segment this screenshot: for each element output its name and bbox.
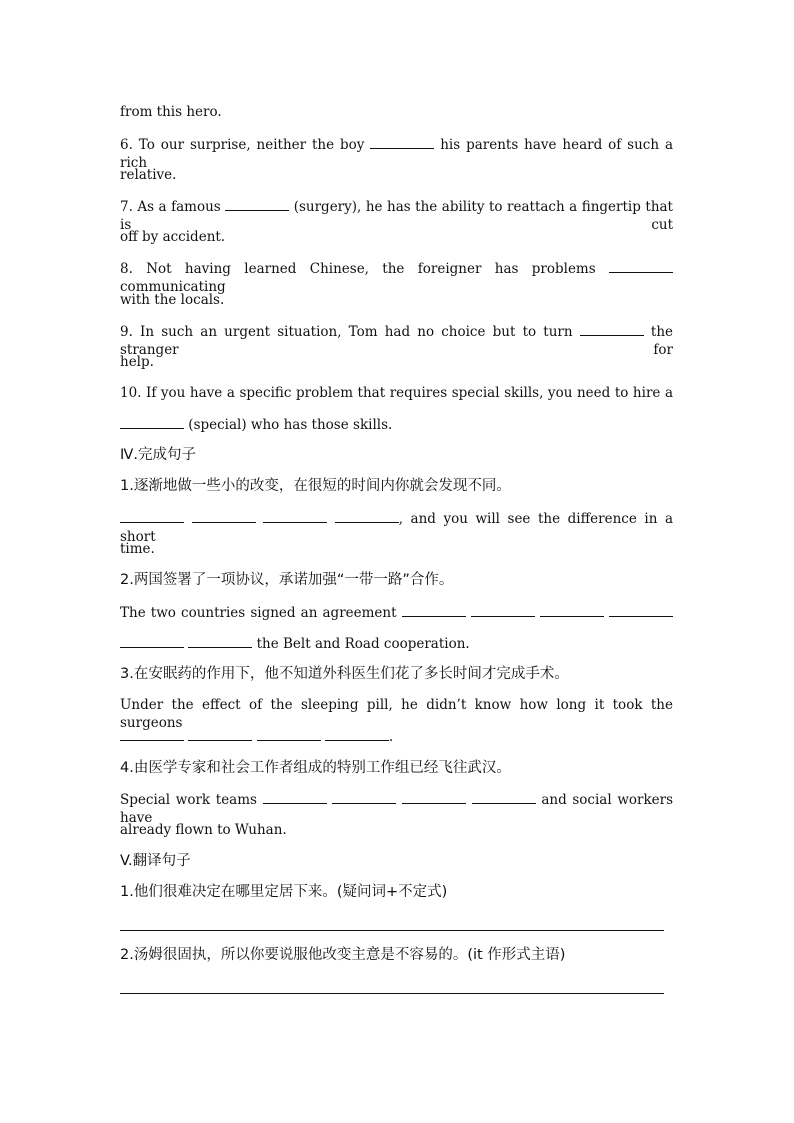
section-5-q1: 1.他们很难决定在哪里定居下来。(疑问词+不定式) (120, 884, 448, 900)
answer-blank[interactable] (188, 727, 252, 741)
answer-blank[interactable] (335, 509, 399, 523)
answer-blank[interactable] (120, 634, 184, 648)
answer-blank[interactable] (609, 259, 673, 273)
section-4-title: Ⅳ.完成句子 (120, 447, 196, 463)
exercise-7-line-1: 7. As a famous (surgery), he has the ability to reattach a fingertip that is cut (120, 199, 673, 233)
answer-blank[interactable] (472, 790, 536, 804)
exercise-5-end: from this hero. (120, 104, 222, 120)
section-4-q4-chinese: 4.由医学专家和社会工作者组成的特别工作组已经飞往武汉。 (120, 760, 511, 776)
section-5-title: V.翻译句子 (120, 853, 191, 869)
answer-blank[interactable] (188, 634, 252, 648)
section-5-q2: 2.汤姆很固执，所以你要说服他改变主意是不容易的。(it 作形式主语) (120, 947, 566, 963)
exercise-10-line-1: 10. If you have a specific problem that requires special skills, you need to hire a (120, 385, 673, 401)
exercise-9-line-1: 9. In such an urgent situation, Tom had no choice but to turn the stranger for (120, 324, 674, 358)
section-4-q2-english-2: the Belt and Road cooperation. (120, 634, 673, 653)
answer-blank[interactable] (402, 603, 466, 617)
section-4-q4-english: Special work teams and social workers have (120, 792, 674, 826)
section-4-q2-english: The two countries signed an agreement (120, 603, 673, 622)
exercise-7-line-2: off by accident. (120, 229, 226, 245)
answer-blank[interactable] (540, 603, 604, 617)
section-4-q3-english: Under the effect of the sleeping pill, he didn’t know how long it took the surgeons (120, 697, 673, 731)
exercise-6-line-2: relative. (120, 167, 177, 183)
answer-line[interactable] (120, 993, 664, 994)
exercise-9-line-2: help. (120, 354, 154, 370)
answer-blank[interactable] (120, 509, 184, 523)
answer-blank[interactable] (225, 197, 289, 211)
section-4-q4-english-2: already flown to Wuhan. (120, 822, 287, 838)
section-4-q1-english: , and you will see the difference in a short (120, 511, 674, 545)
section-4-q3-chinese: 3.在安眠药的作用下，他不知道外科医生们花了多长时间才完成手术。 (120, 666, 569, 682)
answer-blank[interactable] (263, 790, 327, 804)
answer-blank[interactable] (120, 727, 184, 741)
answer-blank[interactable] (370, 135, 434, 149)
exercise-8-line-2: with the locals. (120, 292, 225, 308)
section-4-q3-english-2: . (120, 727, 673, 746)
answer-blank[interactable] (192, 509, 256, 523)
section-4-q1-english-2: time. (120, 541, 155, 557)
answer-blank[interactable] (325, 727, 389, 741)
answer-line[interactable] (120, 930, 664, 931)
section-4-q1-chinese: 1.逐渐地做一些小的改变，在很短的时间内你就会发现不同。 (120, 478, 511, 494)
answer-blank[interactable] (263, 509, 327, 523)
section-4-q2-chinese: 2.两国签署了一项协议，承诺加强“一带一路”合作。 (120, 572, 454, 588)
answer-blank[interactable] (402, 790, 466, 804)
exercise-6-line-1: 6. To our surprise, neither the boy his parents have heard of such a rich (120, 137, 673, 171)
answer-blank[interactable] (257, 727, 321, 741)
answer-blank[interactable] (471, 603, 535, 617)
answer-blank[interactable] (332, 790, 396, 804)
exercise-8-line-1: 8. Not having learned Chinese, the foreigner has problems communicating (120, 259, 673, 296)
exercise-10-line-2: (special) who has those skills. (120, 415, 673, 434)
answer-blank[interactable] (609, 603, 673, 617)
answer-blank[interactable] (580, 322, 644, 336)
answer-blank[interactable] (120, 415, 184, 429)
